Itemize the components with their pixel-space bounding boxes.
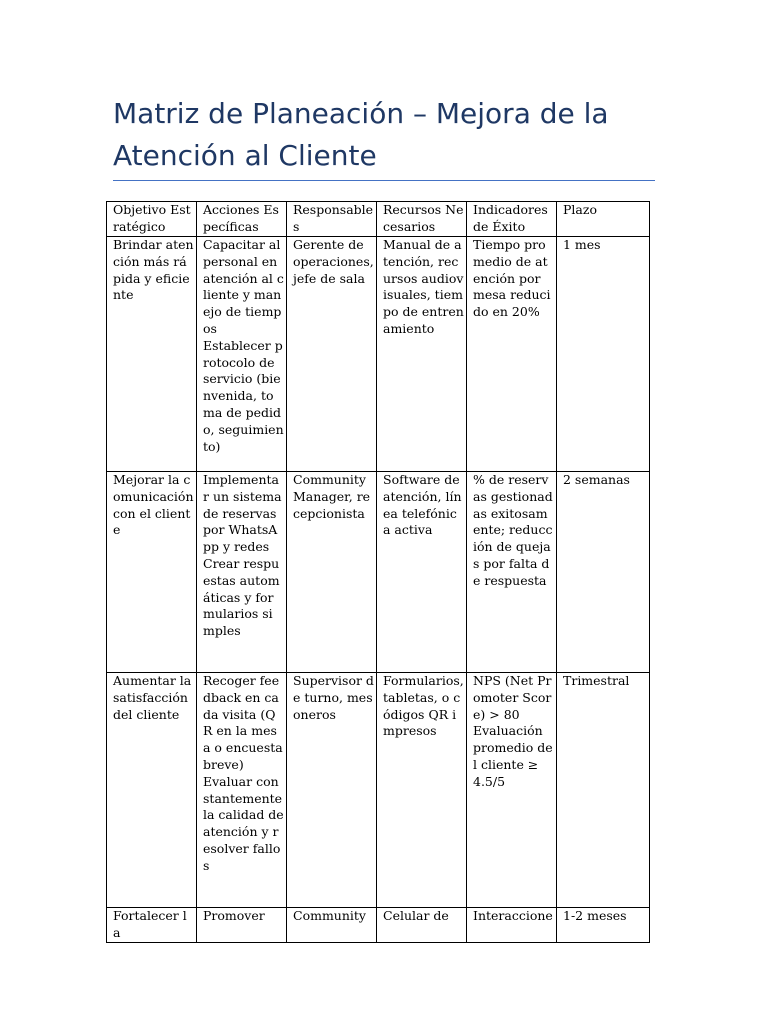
indicadores-cell (467, 472, 557, 673)
accion-item: Establecer protocolo de servicio (bienvenida, toma de pedido, seguimiento) (203, 337, 284, 454)
recursos-cell: Software de atención, línea telefónica activa (377, 472, 467, 673)
table-row (107, 237, 650, 472)
indicador-item: % de reservas gestionadas exitosamente; reducción de quejas por falta de respuesta (473, 472, 553, 588)
header-cell: Responsables (287, 202, 377, 237)
indicador-item: NPS (Net Promoter Score) > 80 (473, 673, 552, 722)
objetivo-cell: Fortalecer la (107, 908, 197, 943)
header-cell: Recursos Necesarios (377, 202, 467, 237)
accion-item: Recoger feedback en cada visita (QR en la mesa o encuesta breve) (203, 673, 283, 772)
plazo-cell: Trimestral (557, 673, 650, 908)
table-row (107, 472, 650, 673)
responsables-cell: Community (287, 908, 377, 943)
indicadores-cell (467, 673, 557, 908)
header-cell: Plazo (557, 202, 650, 237)
indicador-item: Evaluación promedio del cliente ≥ 4.5/5 (473, 723, 553, 789)
indicador-item: Tiempo promedio de atención por mesa reducido en 20% (473, 237, 551, 320)
acciones-cell (197, 472, 287, 673)
header-cell: Indicadores de Éxito (467, 202, 557, 237)
acciones-cell (197, 908, 287, 943)
table-row (107, 908, 650, 943)
accion-item: Capacitar al personal en atención al cliente y manejo de tiempos (203, 237, 284, 336)
objetivo-cell: Mejorar la comunicación con el cliente (107, 472, 197, 673)
indicadores-cell (467, 237, 557, 472)
header-cell: Acciones Específicas (197, 202, 287, 237)
title-underline (113, 180, 655, 181)
accion-item: Crear respuestas automáticas y formularios simples (203, 555, 280, 639)
accion-item: Promover (203, 908, 265, 923)
recursos-cell: Manual de atención, recursos audiovisuales, tiempo de entrenamiento (377, 237, 467, 472)
plazo-cell: 2 semanas (557, 472, 650, 673)
planning-matrix-table (106, 201, 650, 943)
indicador-item: Interaccione (473, 908, 553, 923)
objetivo-cell: Brindar atención más rápida y eficiente (107, 237, 197, 472)
header-cell: Objetivo Estratégico (107, 202, 197, 237)
acciones-cell (197, 237, 287, 472)
responsables-cell: Community Manager, recepcionista (287, 472, 377, 673)
indicadores-cell (467, 908, 557, 943)
recursos-cell: Formularios, tabletas, o códigos QR impresos (377, 673, 467, 908)
accion-item: Implementar un sistema de reservas por WhatsApp y redes (203, 472, 282, 555)
plazo-cell: 1-2 meses (557, 908, 650, 943)
recursos-cell: Celular de (377, 908, 467, 943)
table-row (107, 673, 650, 908)
acciones-cell (197, 673, 287, 908)
plazo-cell: 1 mes (557, 237, 650, 472)
page-title: Matriz de Planeación – Mejora de la Atención al Cliente (113, 97, 609, 172)
accion-item: Evaluar constantemente la calidad de atención y resolver fallos (203, 773, 284, 873)
objetivo-cell: Aumentar la satisfacción del cliente (107, 673, 197, 908)
responsables-cell: Supervisor de turno, mesoneros (287, 673, 377, 908)
responsables-cell: Gerente de operaciones, jefe de sala (287, 237, 377, 472)
table-header-row (107, 202, 650, 237)
